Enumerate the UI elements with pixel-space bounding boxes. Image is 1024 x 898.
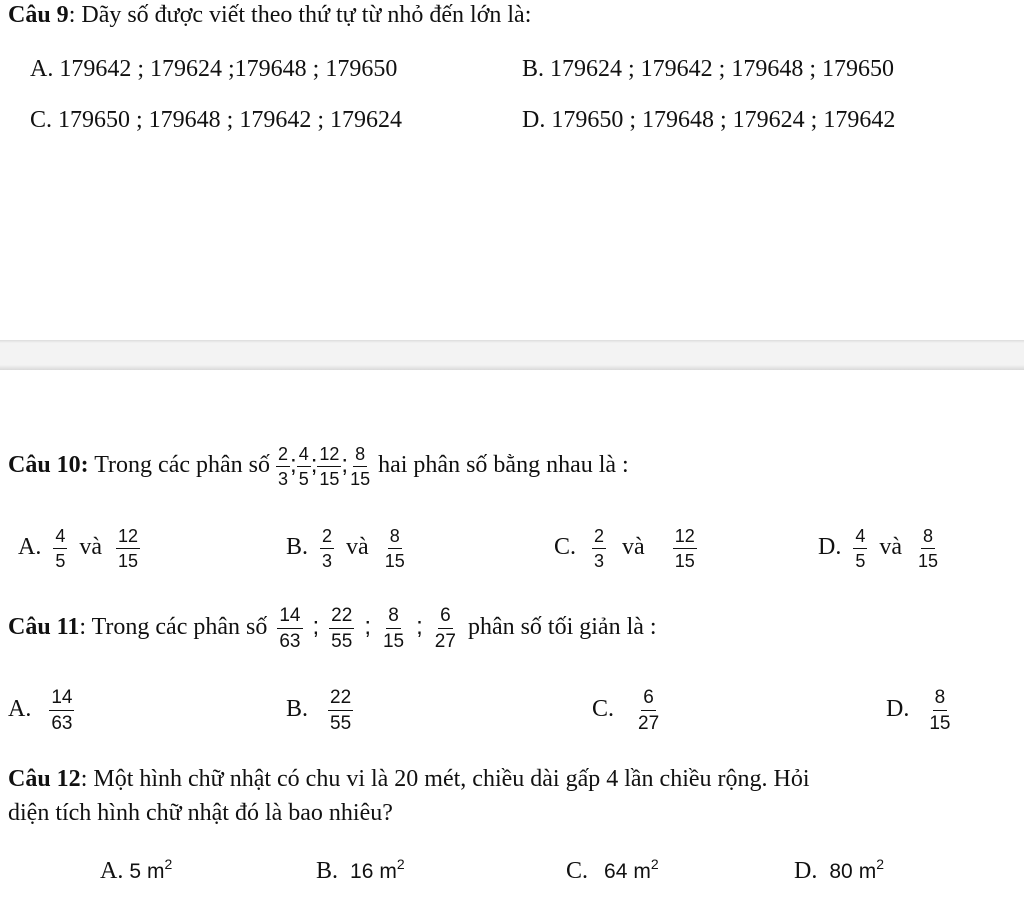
- page-separator: [0, 340, 1024, 370]
- separator: ;: [341, 451, 349, 479]
- q11-option-c: C. $\frac{6}{27}$: [592, 687, 660, 734]
- q10-option-a: A. $\frac{4}{5}$ và $\frac{12}{15}$: [18, 526, 139, 571]
- q9-option-d: D. 179650 ; 179648 ; 179624 ; 179642: [522, 107, 896, 133]
- q12-label: Câu 12: [8, 766, 81, 792]
- q10-option-c: C. $\frac{2}{3}$ và $\frac{12}{15}$: [554, 526, 695, 571]
- q11-label: Câu 11: [8, 614, 80, 641]
- q11-suffix: phân số tối giản là :: [467, 614, 657, 641]
- separator: ;: [312, 613, 320, 641]
- q10-fraction: $\frac{4}{5}$: [298, 444, 309, 489]
- q10-option-d: D. $\frac{4}{5}$ và $\frac{8}{15}$: [818, 526, 939, 571]
- separator: ;: [290, 451, 297, 479]
- separator: ;: [364, 613, 371, 641]
- q12-option-d: D. 80 $m^2$: [794, 856, 884, 884]
- separator: ;: [416, 613, 423, 641]
- q11-question: [8, 606, 657, 651]
- q10-label: Câu 10:: [8, 452, 89, 479]
- q11-fraction: $\frac{14}{63}$: [279, 605, 301, 652]
- q10-prefix: Trong các phân số: [88, 452, 276, 479]
- q10-suffix: hai phân số bằng nhau là :: [378, 452, 629, 479]
- q9-option-b: B. 179624 ; 179642 ; 179648 ; 179650: [522, 56, 895, 82]
- q12-text: : Một hình chữ nhật có chu vi là 20 mét, chiều dài gấp 4 lần chiều rộng. Hỏi: [80, 766, 810, 792]
- q11-option-b: B. $\frac{22}{55}$: [286, 687, 352, 734]
- q9-text: : Dãy số được viết theo thứ tự từ nhỏ đến lớn là:: [68, 2, 532, 28]
- q10-question: [8, 445, 629, 488]
- q12-question-line1: [8, 766, 810, 793]
- q11-option-d: D. $\frac{8}{15}$: [886, 687, 951, 734]
- q12-option-c: C. 64 $m^2$: [566, 856, 659, 884]
- q9-question: [8, 2, 531, 29]
- q11-fraction: $\frac{6}{27}$: [434, 605, 456, 652]
- q10-option-b: B. $\frac{2}{3}$ và $\frac{8}{15}$: [286, 526, 405, 571]
- q9-label: Câu 9: [8, 2, 69, 28]
- q10-fraction: $\frac{12}{15}$: [319, 444, 340, 489]
- q10-fraction: $\frac{2}{3}$: [278, 444, 289, 489]
- q12-question-line2: diện tích hình chữ nhật đó là bao nhiêu?: [8, 800, 393, 826]
- q10-fraction: $\frac{8}{15}$: [350, 444, 371, 489]
- q9-option-c: C. 179650 ; 179648 ; 179642 ; 179624: [30, 107, 403, 133]
- q11-option-a: A. $\frac{14}{63}$: [8, 687, 73, 734]
- q9-option-a: A. 179642 ; 179624 ;179648 ; 179650: [30, 56, 398, 82]
- q12-option-b: B. 16 $m^2$: [316, 856, 405, 884]
- q11-fraction: $\frac{22}{55}$: [331, 605, 353, 652]
- q11-fraction: $\frac{8}{15}$: [382, 605, 405, 652]
- q12-option-a: A. 5 $m^2$: [100, 856, 173, 884]
- q11-prefix: : Trong các phân số: [79, 614, 274, 641]
- separator: ;: [310, 451, 318, 479]
